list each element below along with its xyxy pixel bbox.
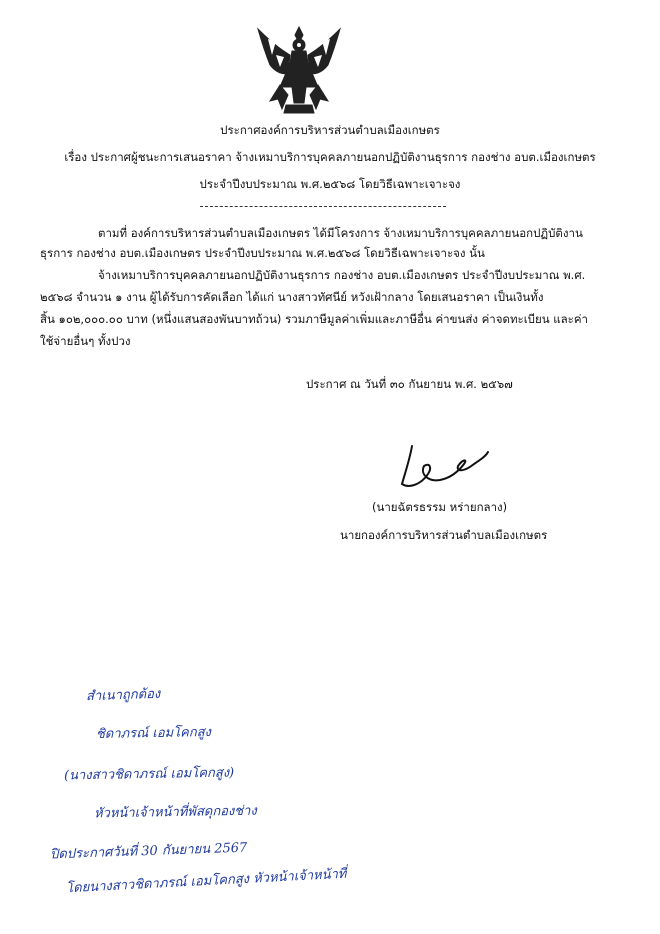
signature-mark-icon	[398, 444, 490, 492]
handwritten-full-name: (นางสาวชิดาภรณ์ เอมโคกสูง)	[63, 765, 235, 784]
announce-date: ประกาศ ณ วันที่ ๓๐ กันยายน พ.ศ. ๒๕๖๗	[306, 377, 513, 391]
para2-line2: ๒๕๖๘ จำนวน ๑ งาน ผู้ได้รับการคัดเลือก ได้แก่ นางสาวทัศนีย์ หวังเฝ้ากลาง โดยเสนอราคา เป็นเงินทั้ง	[40, 290, 544, 304]
signatory-name: (นายฉัตรธรรม หร่ายกลาง)	[372, 500, 508, 514]
handwritten-posted-by: โดยนางสาวชิดาภรณ์ เอมโคกสูง หัวหน้าเจ้าหน้าที่	[65, 866, 347, 897]
signatory-position: นายกองค์การบริหารส่วนตำบลเมืองเกษตร	[340, 528, 548, 542]
handwritten-position: หัวหน้าเจ้าหน้าที่พัสดุกองช่าง	[93, 803, 257, 822]
para2-line4: ใช้จ่ายอื่นๆ ทั้งปวง	[40, 334, 131, 348]
handwritten-certified-copy: สำเนาถูกต้อง	[85, 686, 161, 705]
para2-line1: จ้างเหมาบริการบุคคลภายนอกปฏิบัติงานธุรการ กองช่าง อบต.เมืองเกษตร ประจำปีงบประมาณ พ.ศ.	[98, 268, 586, 282]
divider	[200, 206, 446, 207]
para1-line1: ตามที่ องค์การบริหารส่วนตำบลเมืองเกษตร ได้มีโครงการ จ้างเหมาบริการบุคคลภายนอกปฏิบัติงาน	[98, 226, 583, 240]
announcer-title: ประกาศองค์การบริหารส่วนตำบลเมืองเกษตร	[220, 123, 440, 137]
handwritten-signature: ชิดาภรณ์ เอมโคกสูง	[95, 724, 212, 743]
para1-line2: ธุรการ กองช่าง อบต.เมืองเกษตร ประจำปีงบประมาณ พ.ศ.๒๕๖๘ โดยวิธีเฉพาะเจาะจง นั้น	[40, 246, 485, 260]
handwritten-posting-date: ปิดประกาศวันที่ 30 กันยายน 2567	[49, 840, 248, 863]
garuda-emblem-icon	[256, 25, 342, 115]
para2-line3: สิ้น ๑๐๒,๐๐๐.๐๐ บาท (หนึ่งแสนสองพันบาทถ้วน) รวมภาษีมูลค่าเพิ่มและภาษีอื่น ค่าขนส่ง ค่าจดทะเบียน และค่า	[40, 312, 589, 326]
subject-line-2: ประจำปีงบประมาณ พ.ศ.๒๕๖๘ โดยวิธีเฉพาะเจาะจง	[199, 177, 461, 191]
subject-line: เรื่อง ประกาศผู้ชนะการเสนอราคา จ้างเหมาบริการบุคคลภายนอกปฏิบัติงานธุรการ กองช่าง อบต.เมืองเกษตร	[64, 150, 596, 164]
